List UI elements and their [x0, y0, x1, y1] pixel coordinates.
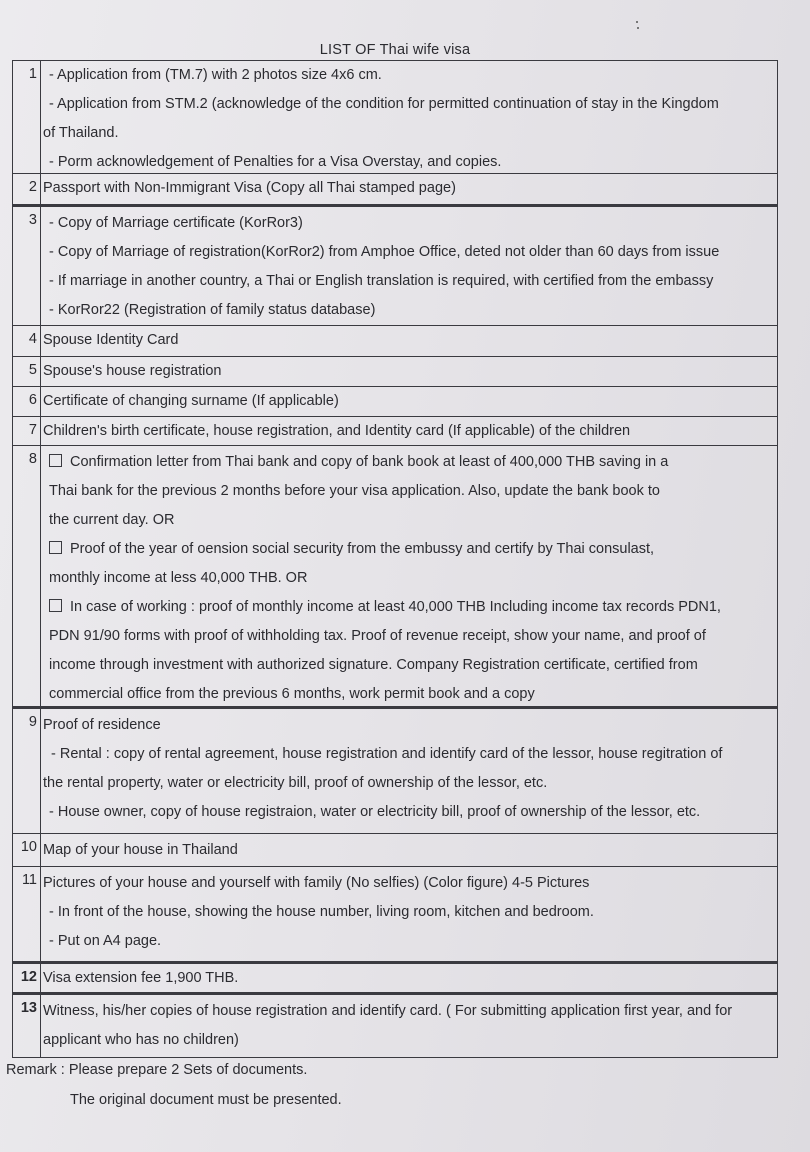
row-line: Proof of residence	[43, 717, 161, 733]
table-row	[12, 326, 778, 357]
row-line: - Porm acknowledgement of Penalties for a Visa Overstay, and copies.	[49, 154, 502, 170]
row-number: 5	[13, 357, 41, 386]
row-line: Map of your house in Thailand	[43, 842, 238, 858]
row-content	[41, 207, 777, 325]
checkbox[interactable]	[49, 541, 62, 554]
row-line: - Application from STM.2 (acknowledge of the condition for permitted continuation of stay in the Kingdom	[49, 96, 719, 112]
row-line: - Application from (TM.7) with 2 photos size 4x6 cm.	[49, 67, 382, 83]
row-line: of Thailand.	[43, 125, 119, 141]
table-row	[12, 446, 778, 709]
row-line: - If marriage in another country, a Thai or English translation is required, with certified from the embassy	[49, 273, 714, 289]
row-line: In case of working : proof of monthly income at least 40,000 THB Including income tax records PDN1,	[70, 599, 721, 615]
row-content	[41, 995, 777, 1057]
row-number: 9	[13, 709, 41, 833]
row-line: - House owner, copy of house registraion, water or electricity bill, proof of ownership of the lessor, etc.	[49, 804, 701, 820]
row-content	[41, 61, 777, 173]
row-line: PDN 91/90 forms with proof of withholding tax. Proof of revenue receipt, show your name, and proof of	[49, 628, 706, 644]
table-row	[12, 867, 778, 964]
paper-speck	[636, 21, 638, 23]
row-number: 11	[13, 867, 41, 961]
row-line: Thai bank for the previous 2 months before your visa application. Also, update the bank book to	[49, 483, 660, 499]
table-row	[12, 174, 778, 207]
table-row	[12, 417, 778, 446]
table-row	[12, 207, 778, 326]
row-line: Spouse Identity Card	[43, 332, 179, 348]
row-line: - KorRor22 (Registration of family status database)	[49, 302, 376, 318]
checkbox[interactable]	[49, 454, 62, 467]
row-content	[41, 417, 777, 445]
row-line: Pictures of your house and yourself with family (No selfies) (Color figure) 4-5 Pictures	[43, 875, 590, 891]
row-line: - Put on A4 page.	[49, 933, 162, 949]
row-number: 10	[13, 834, 41, 866]
row-line: - In front of the house, showing the house number, living room, kitchen and bedroom.	[49, 904, 594, 920]
row-line: applicant who has no children)	[43, 1032, 239, 1048]
row-line: Spouse's house registration	[43, 363, 222, 379]
row-number: 6	[13, 387, 41, 416]
row-number: 2	[13, 174, 41, 204]
row-line: - Rental : copy of rental agreement, house registration and identify card of the lessor, house regitration of	[51, 746, 723, 762]
row-line: the current day. OR	[49, 512, 175, 528]
page-title: LIST OF Thai wife visa	[319, 42, 471, 58]
row-content	[41, 387, 777, 416]
row-content	[41, 834, 777, 866]
row-content	[41, 326, 777, 356]
row-line: monthly income at less 40,000 THB. OR	[49, 570, 308, 586]
row-line: Passport with Non-Immigrant Visa (Copy all Thai stamped page)	[43, 180, 456, 196]
row-line: Certificate of changing surname (If applicable)	[43, 393, 339, 409]
row-number: 4	[13, 326, 41, 356]
row-content	[41, 709, 777, 833]
remark-label: Remark : Please prepare 2 Sets of documents.	[6, 1062, 308, 1078]
row-line: commercial office from the previous 6 months, work permit book and a copy	[49, 686, 535, 702]
row-line: Visa extension fee 1,900 THB.	[43, 970, 239, 986]
remark-note: The original document must be presented.	[70, 1092, 342, 1108]
checkbox[interactable]	[49, 599, 62, 612]
row-number: 3	[13, 207, 41, 325]
row-content	[41, 964, 777, 992]
table-row	[12, 995, 778, 1058]
row-line: Proof of the year of oension social security from the embussy and certify by Thai consulast,	[70, 541, 655, 557]
requirements-table	[12, 60, 778, 1058]
row-line: income through investment with authorized signature. Company Registration certificate, certified from	[49, 657, 698, 673]
row-line: Children's birth certificate, house registration, and Identity card (If applicable) of the children	[43, 423, 631, 439]
row-number: 12	[13, 964, 41, 992]
row-line: - Copy of Marriage certificate (KorRor3)	[49, 215, 303, 231]
table-row	[12, 834, 778, 867]
table-row	[12, 709, 778, 834]
row-number: 8	[13, 446, 41, 706]
row-content	[41, 446, 777, 706]
row-content	[41, 174, 777, 204]
table-row	[12, 60, 778, 174]
row-content	[41, 357, 777, 386]
row-line: the rental property, water or electricity bill, proof of ownership of the lessor, etc.	[43, 775, 548, 791]
table-row	[12, 964, 778, 995]
row-number: 7	[13, 417, 41, 445]
row-line: - Copy of Marriage of registration(KorRor2) from Amphoe Office, deted not older than 60 days from issue	[49, 244, 720, 260]
table-row	[12, 357, 778, 387]
row-content	[41, 867, 777, 961]
table-row	[12, 387, 778, 417]
row-line: Confirmation letter from Thai bank and copy of bank book at least of 400,000 THB saving in a	[70, 454, 669, 470]
row-number: 1	[13, 61, 41, 173]
paper-speck	[637, 27, 639, 29]
row-number: 13	[13, 995, 41, 1057]
row-line: Witness, his/her copies of house registration and identify card. ( For submitting application first year, and for	[43, 1003, 733, 1019]
